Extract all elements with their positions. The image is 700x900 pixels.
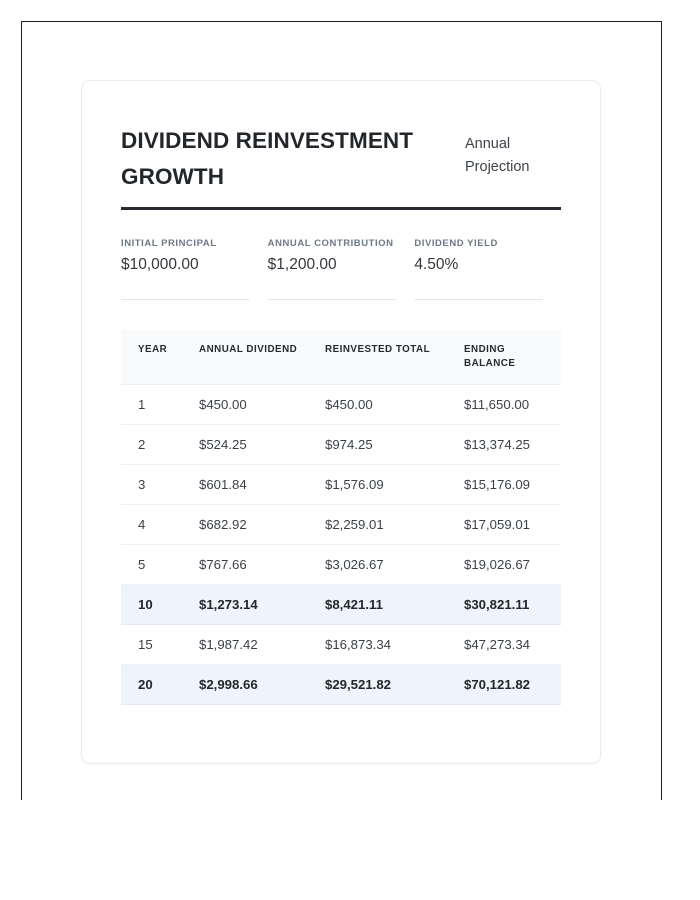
table-row [121,624,561,664]
stat-divider [121,299,250,300]
cell-annual-dividend: $682.92 [199,504,325,544]
stat-value: $1,200.00 [267,256,337,274]
projection-table [121,330,561,705]
stat-value: 4.50% [414,256,459,274]
stat-divider [414,299,543,300]
stat-label: INITIAL PRINCIPAL [121,238,217,250]
cell-ending-balance: $11,650.00 [464,384,561,424]
stat-value: $10,000.00 [121,256,199,274]
table-row [121,424,561,464]
column-header-ending-balance: ENDING BALANCE [464,330,561,384]
cell-reinvested-total: $1,576.09 [325,464,464,504]
cell-year: 1 [121,384,199,424]
cell-reinvested-total: $16,873.34 [325,624,464,664]
title-divider [121,207,561,210]
column-header-reinvested-total: REINVESTED TOTAL [325,330,464,384]
table-row [121,664,561,704]
table-header-row [121,330,561,384]
cell-ending-balance: $30,821.11 [464,584,561,624]
cell-annual-dividend: $767.66 [199,544,325,584]
report-card [81,80,601,764]
cell-annual-dividend: $2,998.66 [199,664,325,704]
summary-stats [121,237,561,299]
cell-year: 10 [121,584,199,624]
stat-annual-contribution [268,237,415,299]
cell-reinvested-total: $29,521.82 [325,664,464,704]
cell-year: 5 [121,544,199,584]
cell-reinvested-total: $974.25 [325,424,464,464]
stat-initial-principal [121,237,268,299]
document-subtitle: Annual Projection [465,136,530,176]
stat-label: DIVIDEND YIELD [414,238,498,250]
cell-annual-dividend: $1,273.14 [199,584,325,624]
cell-ending-balance: $47,273.34 [464,624,561,664]
report-content [121,123,561,705]
table-header [121,330,561,384]
stat-label: ANNUAL CONTRIBUTION [267,238,394,250]
cell-reinvested-total: $8,421.11 [325,584,464,624]
cell-ending-balance: $19,026.67 [464,544,561,584]
stat-dividend-yield [414,237,561,299]
cell-reinvested-total: $450.00 [325,384,464,424]
cell-ending-balance: $15,176.09 [464,464,561,504]
page-title: DIVIDEND REINVESTMENT GROWTH [121,128,414,189]
cell-year: 2 [121,424,199,464]
cell-annual-dividend: $601.84 [199,464,325,504]
cell-annual-dividend: $1,987.42 [199,624,325,664]
cell-annual-dividend: $450.00 [199,384,325,424]
column-header-year: YEAR [121,330,199,384]
cell-year: 3 [121,464,199,504]
cell-year: 20 [121,664,199,704]
cell-year: 4 [121,504,199,544]
stat-divider [268,299,397,300]
cell-ending-balance: $17,059.01 [464,504,561,544]
table-row [121,584,561,624]
table-body [121,384,561,704]
cell-reinvested-total: $2,259.01 [325,504,464,544]
document-header [121,123,561,194]
table-row [121,384,561,424]
cell-annual-dividend: $524.25 [199,424,325,464]
cell-reinvested-total: $3,026.67 [325,544,464,584]
cell-ending-balance: $13,374.25 [464,424,561,464]
table-row [121,504,561,544]
table-row [121,544,561,584]
cell-year: 15 [121,624,199,664]
table-row [121,464,561,504]
cell-ending-balance: $70,121.82 [464,664,561,704]
column-header-annual-dividend: ANNUAL DIVIDEND [199,330,325,384]
